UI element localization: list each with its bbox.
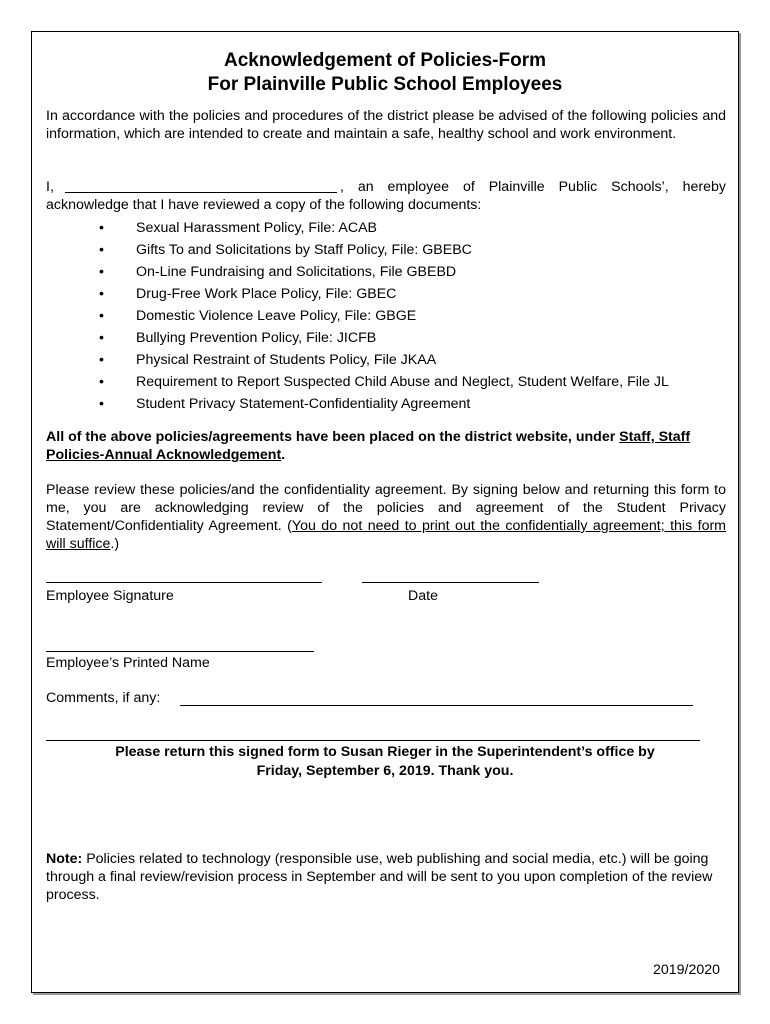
comments-label: Comments, if any:: [46, 690, 161, 706]
ack-line2: acknowledge that I have reviewed a copy of the following documents:: [46, 197, 482, 213]
comments-line-1[interactable]: [180, 705, 693, 706]
signature-label: Employee Signature: [46, 588, 174, 604]
date-label: Date: [408, 588, 438, 604]
technology-note: Note: Policies related to technology (responsible use, web publishing and social media, etc.) will be going through a final review/revision process in September and will be sent to you upon completion of the review process.: [46, 851, 713, 903]
intro-paragraph: In accordance with the policies and procedures of the district please be advised of the following policies and information, which are intended to create and maintain a safe, healthy school and work environment.: [46, 108, 726, 142]
return-instructions-1: Please return this signed form to Susan Rieger in the Superintendent’s office by: [115, 744, 655, 760]
bullet-icon: •: [99, 286, 104, 302]
bullet-icon: •: [99, 374, 104, 390]
bullet-icon: •: [99, 352, 104, 368]
bullet-icon: •: [99, 242, 104, 258]
bullet-icon: •: [99, 330, 104, 346]
bullet-icon: •: [99, 264, 104, 280]
signature-line[interactable]: [46, 582, 322, 583]
printed-name-line[interactable]: [46, 651, 314, 652]
employee-name-blank[interactable]: [65, 192, 337, 193]
school-year: 2019/2020: [653, 962, 721, 978]
return-instructions-2: Friday, September 6, 2019. Thank you.: [256, 763, 514, 779]
bullet-icon: •: [99, 220, 104, 236]
ack-line1-rest: , an employee of Plainville Public Schools’, hereby: [340, 179, 726, 195]
form-subtitle: For Plainville Public School Employees: [207, 74, 563, 95]
bullet-icon: •: [99, 308, 104, 324]
ack-prefix: I,: [46, 179, 54, 195]
printed-name-label: Employee’s Printed Name: [46, 655, 210, 671]
bullet-icon: •: [99, 396, 104, 412]
date-line[interactable]: [362, 582, 539, 583]
note-label: Note:: [46, 851, 83, 867]
staff-policies-link[interactable]: Staff, Staff Policies-Annual Acknowledgement: [46, 429, 691, 463]
comments-line-2[interactable]: [46, 740, 700, 741]
website-note: All of the above policies/agreements have been placed on the district website, under Staff, Staff Policies-Annual Acknowledgement.: [46, 429, 691, 463]
form-title: Acknowledgement of Policies-Form: [224, 50, 546, 71]
no-print-note: You do not need to print out the confidentially agreement; this form will suffice: [46, 518, 726, 552]
review-paragraph: Please review these policies/and the confidentiality agreement. By signing below and returning this form to me, you are acknowledging review of the policies and agreement of the Student Privacy Statement/Confidentiality Agreement. (You do not need to print out the confidentially agreement; this form will suffice.): [46, 482, 726, 552]
